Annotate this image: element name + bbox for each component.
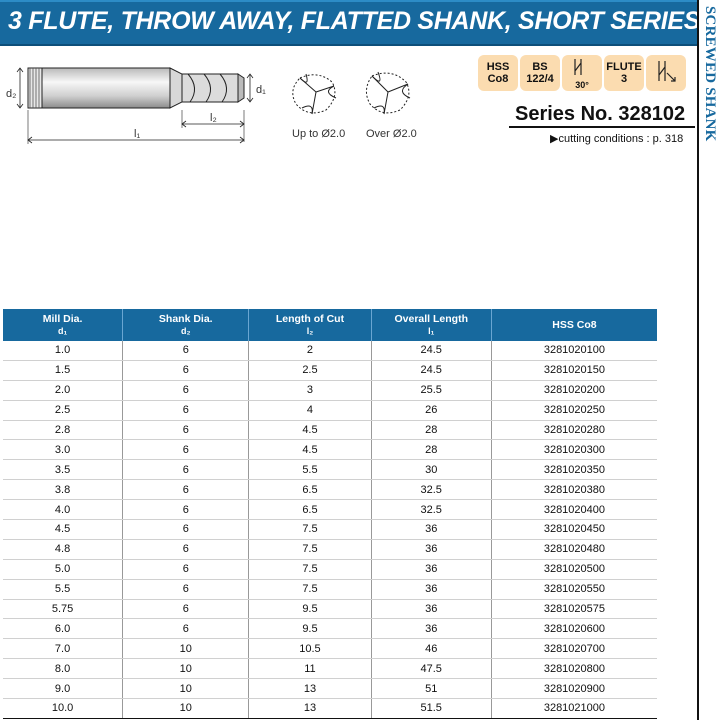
cell-mill-dia: 10.0 — [3, 699, 123, 719]
cell-length-of-cut: 7.5 — [249, 539, 371, 559]
table-row — [3, 539, 657, 559]
header-bar — [0, 0, 701, 46]
table-row — [3, 400, 657, 420]
dim-l1-label: l₁ — [134, 128, 141, 140]
cell-overall-length: 47.5 — [371, 659, 491, 679]
cell-part-number: 3281020575 — [491, 599, 657, 619]
cell-length-of-cut: 9.5 — [249, 619, 371, 639]
header-length-of-cut: Length of Cut l₂ — [249, 309, 371, 341]
tool-drawing — [0, 48, 480, 158]
cell-overall-length: 36 — [371, 539, 491, 559]
cell-shank-dia: 10 — [123, 699, 249, 719]
cell-mill-dia: 6.0 — [3, 619, 123, 639]
cutting-direction-icon — [651, 59, 681, 85]
cell-overall-length: 36 — [371, 579, 491, 599]
cell-length-of-cut: 7.5 — [249, 579, 371, 599]
cell-overall-length: 32.5 — [371, 500, 491, 520]
cell-shank-dia: 6 — [123, 341, 249, 360]
cell-mill-dia: 3.8 — [3, 480, 123, 500]
table-row — [3, 480, 657, 500]
cell-part-number: 3281020100 — [491, 341, 657, 360]
cell-mill-dia: 5.75 — [3, 599, 123, 619]
table-row — [3, 440, 657, 460]
cell-part-number: 3281020150 — [491, 360, 657, 380]
side-tab — [697, 0, 720, 720]
shank-body — [42, 68, 170, 108]
cell-length-of-cut: 4 — [249, 400, 371, 420]
cell-shank-dia: 6 — [123, 500, 249, 520]
cell-overall-length: 36 — [371, 559, 491, 579]
cell-overall-length: 24.5 — [371, 341, 491, 360]
cell-length-of-cut: 7.5 — [249, 520, 371, 540]
standard-badge-bottom: 122/4 — [526, 73, 554, 85]
cell-length-of-cut: 2 — [249, 341, 371, 360]
cell-shank-dia: 6 — [123, 619, 249, 639]
cross-section-small-icon — [293, 74, 336, 114]
header-shank-dia: Shank Dia. d₂ — [123, 309, 249, 341]
cell-part-number: 3281020350 — [491, 460, 657, 480]
cell-overall-length: 36 — [371, 599, 491, 619]
cell-part-number: 3281020800 — [491, 659, 657, 679]
cell-part-number: 3281020500 — [491, 559, 657, 579]
table-row — [3, 559, 657, 579]
header-mill-dia: Mill Dia. d₁ — [3, 309, 123, 341]
cell-overall-length: 36 — [371, 520, 491, 540]
cell-overall-length: 25.5 — [371, 380, 491, 400]
cell-length-of-cut: 2.5 — [249, 360, 371, 380]
material-badge — [478, 55, 518, 91]
cell-mill-dia: 4.0 — [3, 500, 123, 520]
cell-shank-dia: 10 — [123, 659, 249, 679]
cell-length-of-cut: 11 — [249, 659, 371, 679]
cell-shank-dia: 6 — [123, 400, 249, 420]
flute-section — [182, 74, 244, 102]
cell-part-number: 3281020700 — [491, 639, 657, 659]
table-row — [3, 460, 657, 480]
cell-mill-dia: 2.5 — [3, 400, 123, 420]
cell-shank-dia: 6 — [123, 420, 249, 440]
table-row — [3, 360, 657, 380]
cell-length-of-cut: 4.5 — [249, 440, 371, 460]
table-row — [3, 500, 657, 520]
cell-mill-dia: 7.0 — [3, 639, 123, 659]
cell-length-of-cut: 3 — [249, 380, 371, 400]
cell-mill-dia: 1.5 — [3, 360, 123, 380]
header-hss-co8: HSS Co8 — [491, 309, 657, 341]
table-header-row — [3, 309, 657, 341]
table-row — [3, 619, 657, 639]
side-label: SCREWED SHANK — [702, 6, 718, 142]
flute-badge — [604, 55, 644, 91]
cell-mill-dia: 4.5 — [3, 520, 123, 540]
cell-mill-dia: 5.0 — [3, 559, 123, 579]
page-title: 3 FLUTE, THROW AWAY, FLATTED SHANK, SHORT SERIES — [8, 7, 701, 35]
cell-part-number: 3281020900 — [491, 679, 657, 699]
caption-up-to: Up to Ø2.0 — [292, 128, 346, 140]
table-row — [3, 380, 657, 400]
cell-length-of-cut: 6.5 — [249, 500, 371, 520]
table-row — [3, 679, 657, 699]
arrow-right-icon: ▶ — [550, 133, 559, 145]
cell-shank-dia: 6 — [123, 460, 249, 480]
cell-shank-dia: 6 — [123, 599, 249, 619]
cell-part-number: 3281020250 — [491, 400, 657, 420]
cell-part-number: 3281020450 — [491, 520, 657, 540]
cross-section-large-icon — [366, 72, 410, 114]
cell-mill-dia: 2.8 — [3, 420, 123, 440]
helix-angle-icon — [567, 57, 597, 77]
cell-shank-dia: 6 — [123, 559, 249, 579]
cell-shank-dia: 6 — [123, 579, 249, 599]
series-number: Series No. 328102 — [515, 103, 686, 125]
cutting-conditions-link[interactable] — [550, 132, 683, 145]
cell-overall-length: 24.5 — [371, 360, 491, 380]
cell-overall-length: 36 — [371, 619, 491, 639]
cell-part-number: 3281020300 — [491, 440, 657, 460]
cell-part-number: 3281020400 — [491, 500, 657, 520]
cell-length-of-cut: 9.5 — [249, 599, 371, 619]
material-badge-bottom: Co8 — [487, 73, 509, 85]
cell-shank-dia: 6 — [123, 520, 249, 540]
cell-shank-dia: 10 — [123, 679, 249, 699]
cell-overall-length: 32.5 — [371, 480, 491, 500]
cell-overall-length: 28 — [371, 420, 491, 440]
cell-overall-length: 28 — [371, 440, 491, 460]
cell-shank-dia: 6 — [123, 480, 249, 500]
screwed-shank-icon — [28, 68, 42, 108]
cell-mill-dia: 4.8 — [3, 539, 123, 559]
cell-length-of-cut: 13 — [249, 699, 371, 719]
caption-over: Over Ø2.0 — [366, 128, 417, 140]
cell-shank-dia: 10 — [123, 639, 249, 659]
material-badge-top: HSS — [486, 61, 510, 73]
spec-table-body — [3, 341, 657, 718]
cell-length-of-cut: 4.5 — [249, 420, 371, 440]
cell-mill-dia: 2.0 — [3, 380, 123, 400]
dim-d1-label: d₁ — [256, 84, 266, 96]
cell-mill-dia: 3.0 — [3, 440, 123, 460]
standard-badge — [520, 55, 560, 91]
cell-part-number: 3281020480 — [491, 539, 657, 559]
cell-shank-dia: 6 — [123, 360, 249, 380]
cell-part-number: 3281021000 — [491, 699, 657, 719]
table-row — [3, 420, 657, 440]
cell-length-of-cut: 6.5 — [249, 480, 371, 500]
helix-angle-label: 30° — [575, 80, 589, 90]
standard-badge-top: BS — [532, 61, 548, 73]
table-row — [3, 341, 657, 360]
cell-overall-length: 51.5 — [371, 699, 491, 719]
cell-part-number: 3281020600 — [491, 619, 657, 639]
cell-shank-dia: 6 — [123, 440, 249, 460]
cell-overall-length: 26 — [371, 400, 491, 420]
table-row — [3, 599, 657, 619]
flute-badge-top: FLUTE — [606, 61, 642, 73]
cell-overall-length: 46 — [371, 639, 491, 659]
cell-length-of-cut: 13 — [249, 679, 371, 699]
cell-mill-dia: 9.0 — [3, 679, 123, 699]
dim-l2-label: l₂ — [210, 112, 217, 124]
cutting-direction-badge — [646, 55, 686, 91]
cell-mill-dia: 3.5 — [3, 460, 123, 480]
spec-table — [3, 309, 657, 719]
cell-mill-dia: 1.0 — [3, 341, 123, 360]
cell-part-number: 3281020200 — [491, 380, 657, 400]
cutting-conditions-text: cutting conditions : p. 318 — [558, 133, 684, 145]
end-mill-diagram — [0, 48, 480, 158]
cell-part-number: 3281020280 — [491, 420, 657, 440]
cell-overall-length: 30 — [371, 460, 491, 480]
table-row — [3, 639, 657, 659]
cell-mill-dia: 5.5 — [3, 579, 123, 599]
table-row — [3, 659, 657, 679]
table-row — [3, 699, 657, 719]
series-underline — [509, 126, 695, 128]
cell-mill-dia: 8.0 — [3, 659, 123, 679]
table-row — [3, 579, 657, 599]
helix-badge — [562, 55, 602, 91]
cell-length-of-cut: 5.5 — [249, 460, 371, 480]
flute-badge-bottom: 3 — [620, 73, 628, 85]
cell-shank-dia: 6 — [123, 539, 249, 559]
dim-d2-label: d₂ — [6, 88, 17, 100]
cell-length-of-cut: 10.5 — [249, 639, 371, 659]
header-overall-length: Overall Length l₁ — [371, 309, 491, 341]
cell-part-number: 3281020380 — [491, 480, 657, 500]
cell-length-of-cut: 7.5 — [249, 559, 371, 579]
cell-shank-dia: 6 — [123, 380, 249, 400]
cell-overall-length: 51 — [371, 679, 491, 699]
table-row — [3, 520, 657, 540]
cell-part-number: 3281020550 — [491, 579, 657, 599]
